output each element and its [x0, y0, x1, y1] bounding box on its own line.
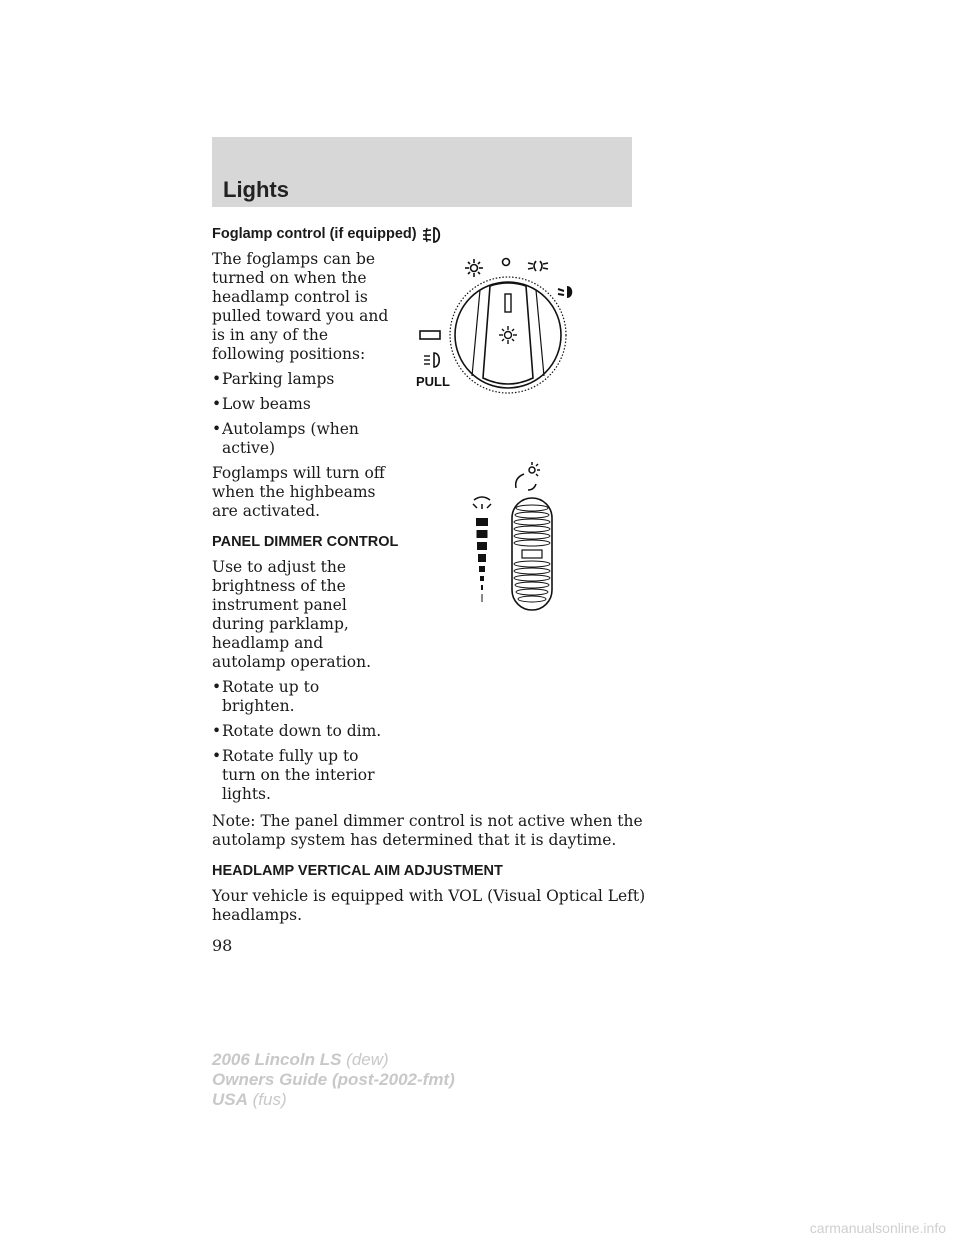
low-beam-icon: [558, 286, 572, 298]
foglamp-intro: The foglamps can be turned on when the headlamp control is pulled toward you and is in any of the following positions:: [212, 250, 389, 363]
footer-line-2: Owners Guide (post-2002-fmt): [212, 1070, 455, 1089]
off-icon: [503, 259, 510, 266]
headlamp-control-illustration: [410, 250, 600, 400]
foglamp-column: [212, 250, 392, 521]
list-item: • Rotate down to dim.: [212, 722, 382, 740]
pull-label: PULL: [416, 374, 450, 389]
vertical-aim-text: Your vehicle is equipped with VOL (Visual Optical Left) headlamps.: [212, 887, 646, 924]
list-item: • Autolamps (when active): [212, 420, 359, 457]
interior-light-icon: [473, 497, 491, 509]
footer-line-3: USA (fus): [212, 1090, 287, 1109]
list-item: • Rotate up to brighten.: [212, 678, 320, 715]
section-title: Lights: [223, 177, 289, 202]
panel-lamp-icon: [420, 331, 440, 339]
panel-dimmer-heading: PANEL DIMMER CONTROL: [212, 534, 399, 550]
watermark: carmanualsonline.info: [809, 1220, 946, 1236]
foglamp-heading: [212, 225, 652, 244]
page-number: 98: [212, 936, 233, 955]
foglamp-icon: [421, 226, 443, 244]
foglamp-heading-text: Foglamp control (if equipped): [212, 226, 417, 242]
panel-dimmer-intro: Use to adjust the brightness of the instrument panel during parklamp, headlamp and autolamp operation.: [212, 558, 372, 671]
panel-dimmer-illustration: [460, 460, 580, 620]
brightness-scale: [476, 518, 488, 602]
foglamp-icon: [424, 353, 439, 367]
panel-dimmer-column: [212, 558, 392, 804]
dimmer-detent-mark: [522, 550, 542, 558]
parking-lamp-icon: [528, 261, 548, 271]
list-item: • Rotate fully up to turn on the interior lights.: [212, 747, 375, 803]
knob-grip: [483, 283, 533, 384]
sun-icon: [465, 259, 483, 277]
footer-line-1: 2006 Lincoln LS (dew): [212, 1050, 389, 1069]
footer: [212, 1050, 455, 1110]
panel-brightness-icon: [516, 462, 540, 490]
foglamp-after: Foglamps will turn off when the highbeams are activated.: [212, 464, 385, 520]
list-item: • Low beams: [212, 395, 311, 413]
vertical-aim-heading: HEADLAMP VERTICAL AIM ADJUSTMENT: [212, 863, 503, 879]
panel-dimmer-note: Note: The panel dimmer control is not active when the autolamp system has determined that it is daytime.: [212, 812, 643, 849]
list-item: • Parking lamps: [212, 370, 335, 388]
